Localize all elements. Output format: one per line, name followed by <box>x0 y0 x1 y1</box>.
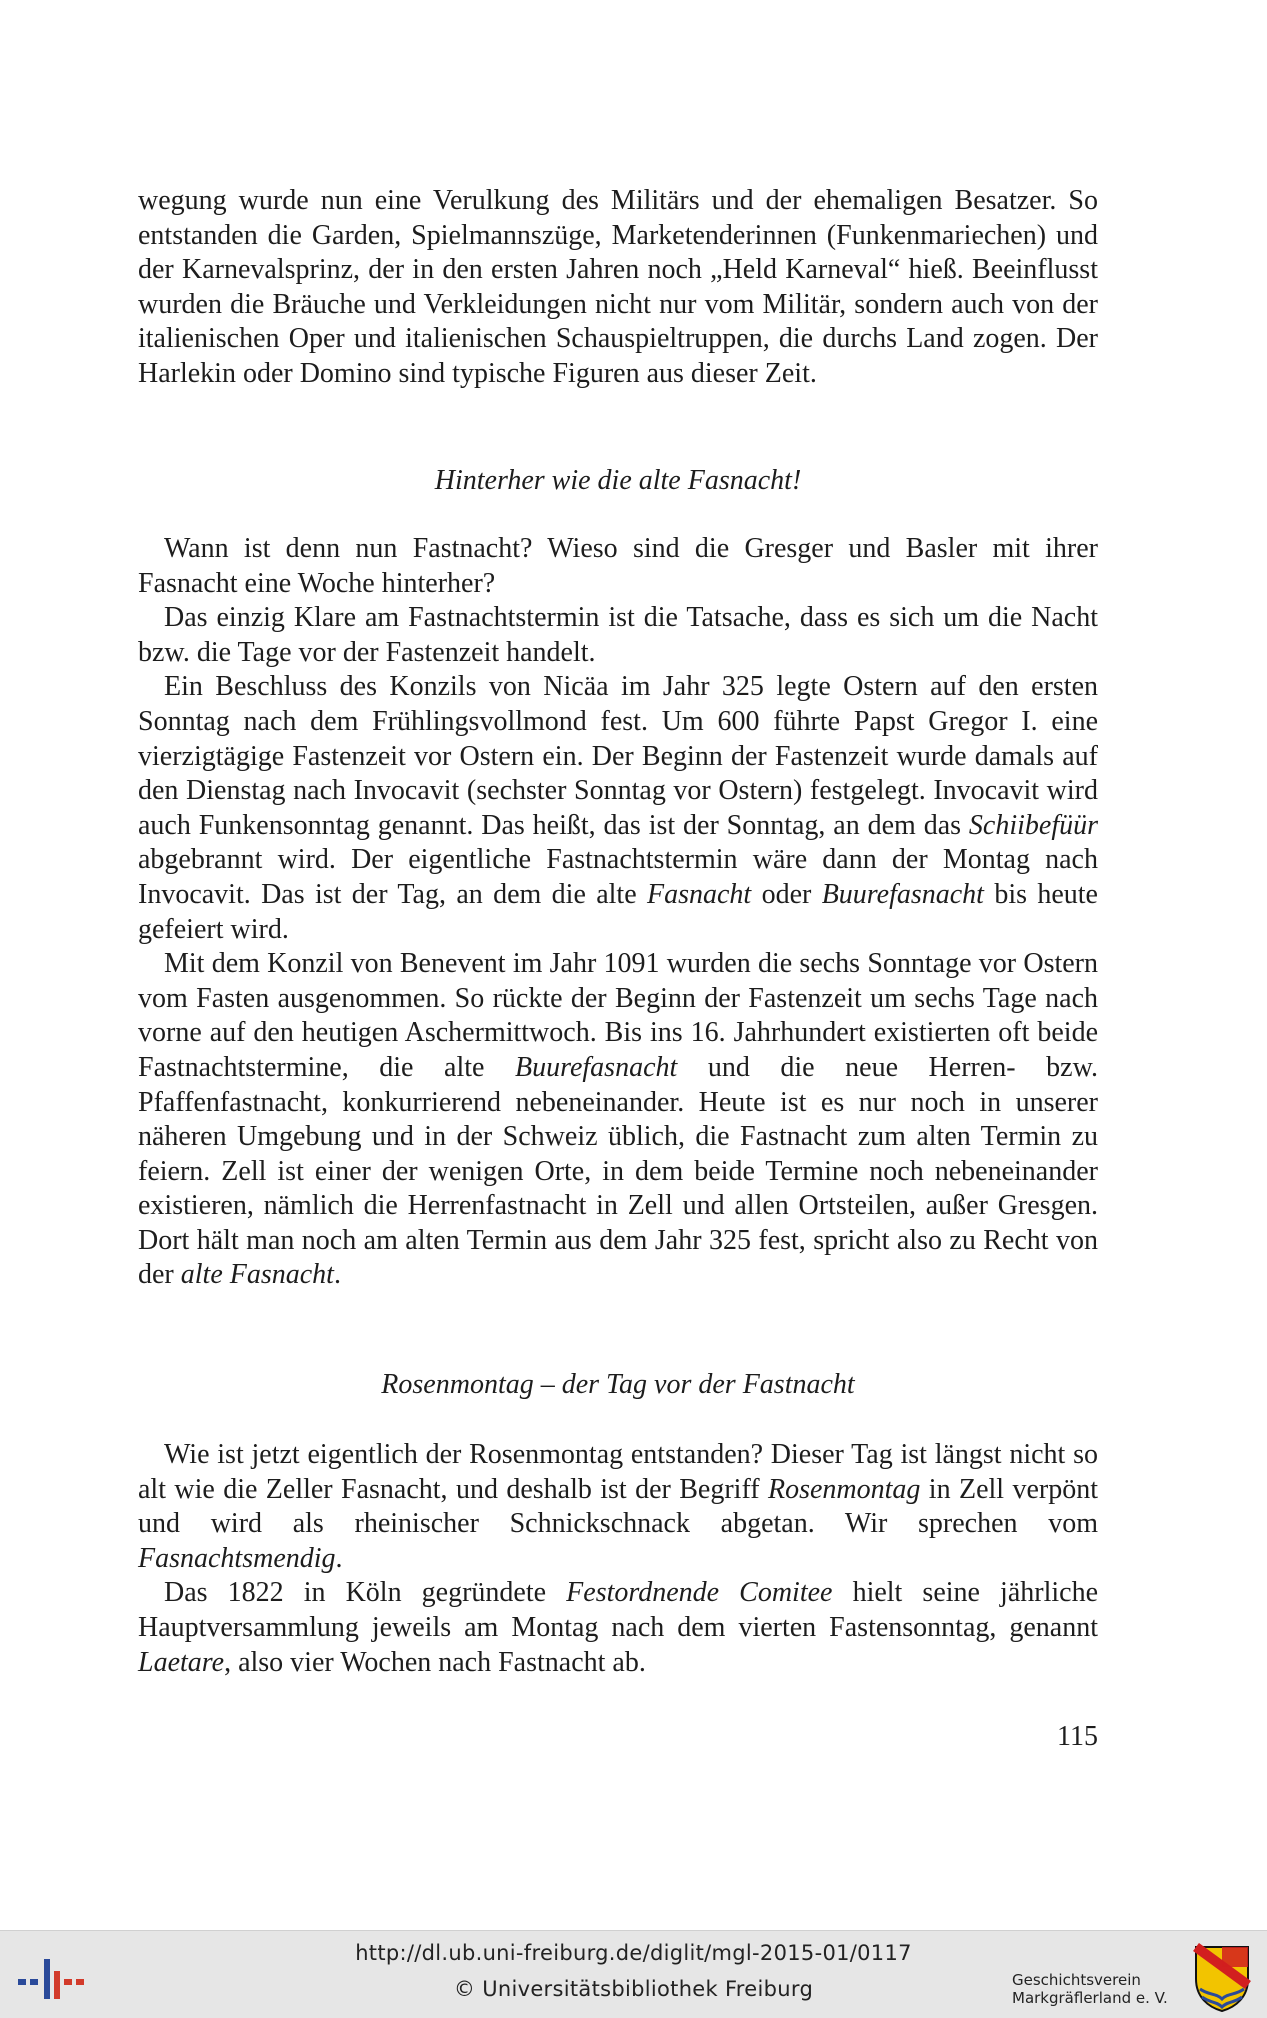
footer-organization <box>1012 1971 1192 2007</box>
paragraph: Das einzig Klare am Fastnachtstermin ist die Tatsache, dass es sich um die Nacht bzw. die Tage vor der Fastenzeit handelt. <box>138 602 1098 668</box>
section-heading-rosenmontag: Rosenmontag – der Tag vor der Fastnacht <box>381 1369 855 1400</box>
footer-org-line2: Markgräflerland e. V. <box>1012 1989 1168 2007</box>
paragraph: Ein Beschluss des Konzils von Nicäa im Jahr 325 legte Ostern auf den ersten Sonntag nach dem Frühlingsvollmond fest. Um 600 führte Papst Gregor I. eine vierzigtägige Fastenzeit vor Ostern ein. Der Beginn der Fastenzeit wurde damals auf den Dienstag nach Invocavit (sechster Sonntag vor Ostern) festgelegt. Invocavit wird auch Funkensonntag genannt. Das heißt, das ist der Sonntag, an dem das Schiibefüür abgebrannt wird. Der eigentliche Fastnachtstermin wäre dann der Montag nach Invocavit. Das ist der Tag, an dem die alte Fasnacht oder Buurefasnacht bis heute gefeiert wird. <box>138 671 1098 945</box>
paragraph: Mit dem Konzil von Benevent im Jahr 1091 wurden die sechs Sonntage vor Ostern vom Fasten ausgenommen. So rückte der Beginn der Fastenzeit um sechs Tage nach vorne auf den heutigen Aschermittwoch. Bis ins 16. Jahrhundert existierten oft beide Fastnachtstermine, die alte Buurefasnacht und die neue Herren- bzw. Pfaffenfastnacht, konkurrierend nebeneinander. Heute ist es nur noch in unserer näheren Umgebung und in der Schweiz üblich, die Fastnacht zum alten Termin zu feiern. Zell ist einer der wenigen Orte, in dem beide Termine noch nebeneinander existieren, nämlich die Herrenfastnacht in Zell und allen Ortsteilen, außer Gresgen. Dort hält man noch am alten Termin aus dem Jahr 325 fest, spricht also zu Recht von der alte Fasnacht. <box>138 948 1098 1291</box>
italic-term: Festordnende Comitee <box>566 1577 833 1609</box>
footer-url-link[interactable]: http://dl.ub.uni-freiburg.de/diglit/mgl-2015-01/0117 <box>355 1941 912 1965</box>
italic-term: Fasnacht <box>647 878 752 910</box>
italic-term: Schiibefüür <box>968 809 1098 841</box>
section-hinterher-body <box>138 532 1098 1293</box>
paragraph: Das 1822 in Köln gegründete Festordnende Comitee hielt seine jährliche Hauptversammlung jeweils am Montag nach dem vierten Fastensonntag, genannt Laetare, also vier Wochen nach Fastnacht ab. <box>138 1577 1098 1678</box>
section-rosenmontag-body <box>138 1438 1098 1680</box>
footer-org-line1: Geschichtsverein <box>1012 1971 1141 1989</box>
italic-term: Buurefasnacht <box>515 1051 678 1083</box>
section-heading-hinterher: Hinterher wie die alte Fasnacht! <box>434 465 802 496</box>
intro-paragraph-block <box>138 184 1098 392</box>
intro-paragraph: wegung wurde nun eine Verulkung des Militärs und der ehemaligen Besatzer. So entstanden die Garden, Spielmannszüge, Marketenderinnen (Funkenmariechen) und der Karnevalsprinz, der in den ersten Jahren noch „Held Karneval“ hieß. Beeinflusst wurden die Bräuche und Verkleidungen nicht nur vom Militär, sondern auch von der italienischen Oper und italienischen Schauspieltruppen, die durchs Land zogen. Der Harlekin oder Domino sind typische Figuren aus dieser Zeit. <box>138 185 1098 389</box>
coat-of-arms-icon <box>1192 1943 1252 2013</box>
italic-term: alte Fasnacht <box>180 1259 334 1291</box>
italic-term: Fasnachtsmendig <box>138 1542 336 1574</box>
footer-bar <box>0 1930 1267 2018</box>
italic-term: Buurefasnacht <box>821 878 984 910</box>
paragraph: Wie ist jetzt eigentlich der Rosenmontag entstanden? Dieser Tag ist längst nicht so alt wie die Zeller Fasnacht, und deshalb ist der Begriff Rosenmontag in Zell verpönt und wird als rheinischer Schnickschnack abgetan. Wir sprechen vom Fasnachtsmendig. <box>138 1439 1098 1574</box>
paragraph: Wann ist denn nun Fastnacht? Wieso sind die Gresger und Basler mit ihrer Fasnacht eine Woche hinterher? <box>138 533 1098 599</box>
italic-term: Laetare <box>138 1646 225 1678</box>
italic-term: Rosenmontag <box>767 1473 921 1505</box>
page-number: 115 <box>1057 1721 1098 1752</box>
footer-copyright: © Universitätsbibliothek Freiburg <box>453 1977 814 2001</box>
